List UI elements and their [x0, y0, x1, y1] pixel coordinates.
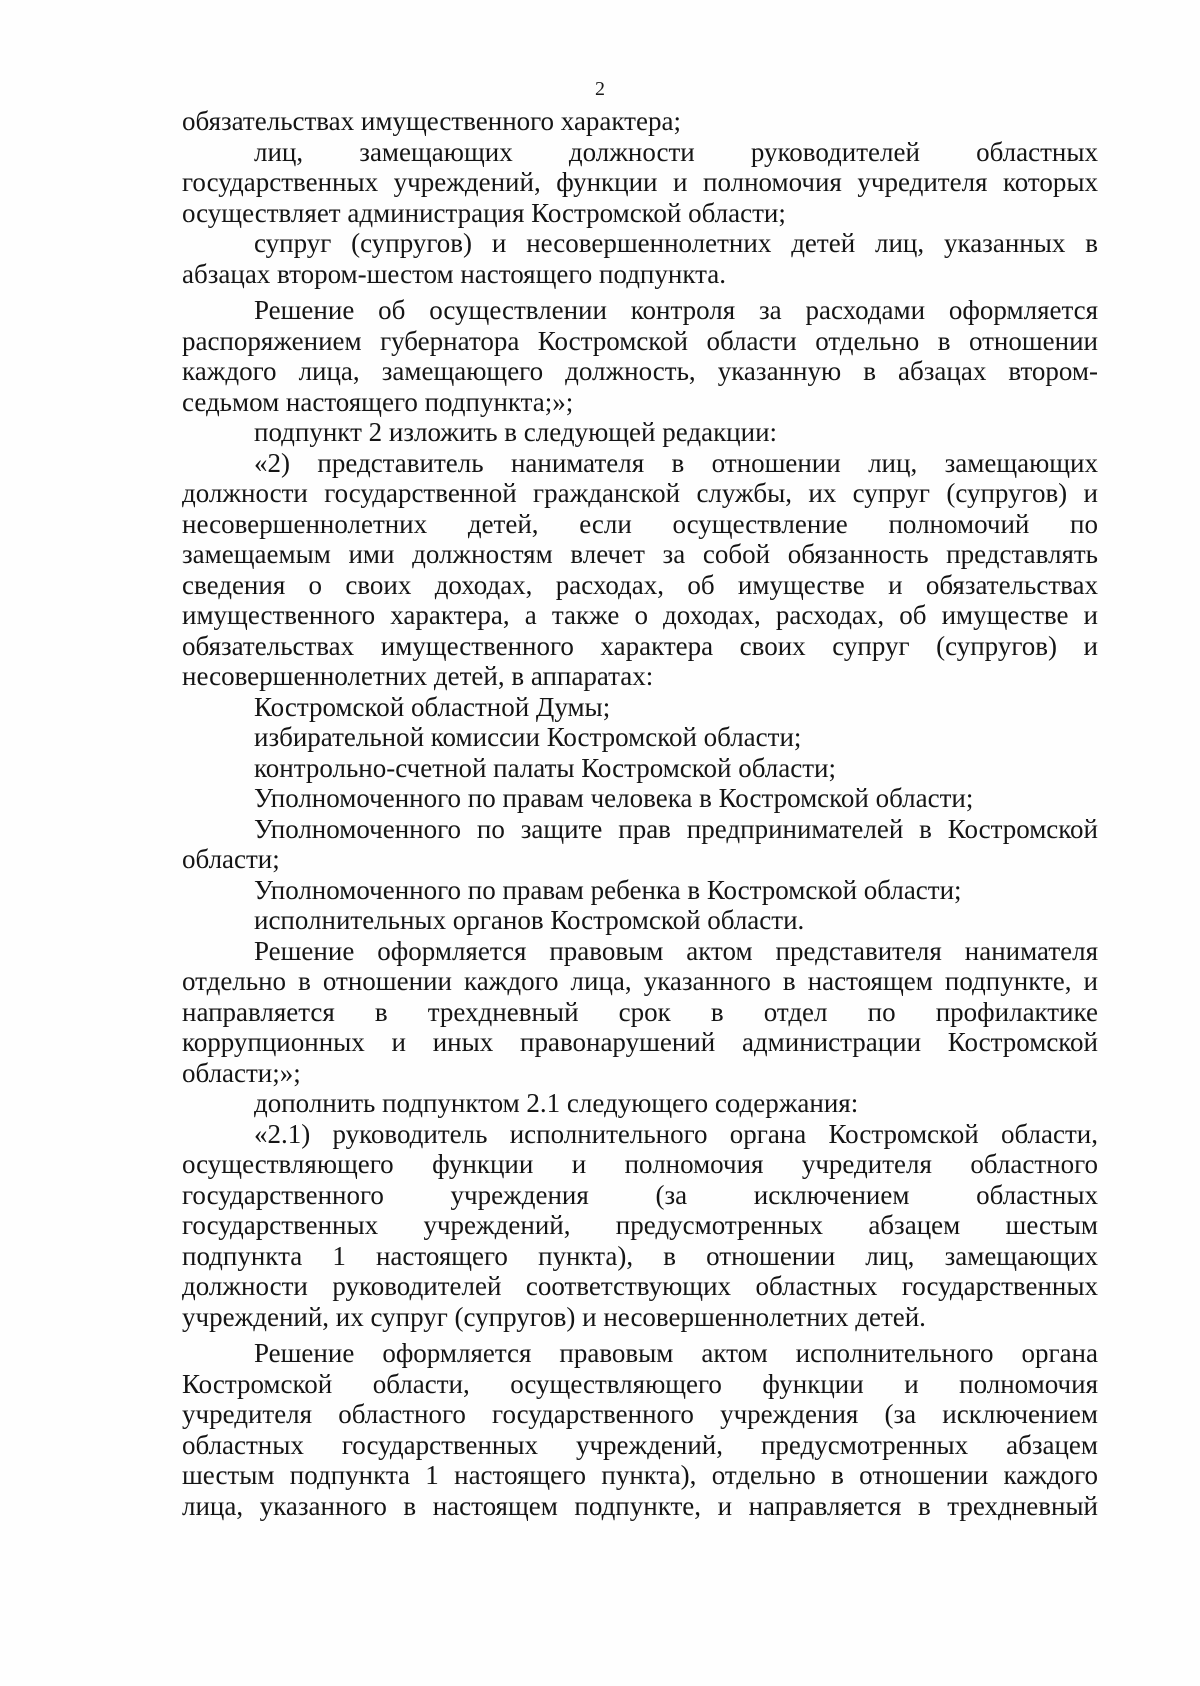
- text-line: контрольно-счетной палаты Костромской области;: [254, 752, 836, 783]
- text-line: должности государственной гражданской службы, их супруг (супругов) и: [182, 478, 1098, 508]
- text-line: замещаемым ими должностям влечет за собой обязанность представлять: [182, 539, 1098, 569]
- text-line: осуществляет администрация Костромской области;: [182, 197, 786, 228]
- text-line: Решение оформляется правовым актом исполнительного органа: [254, 1338, 1098, 1368]
- text-line: дополнить подпунктом 2.1 следующего содержания:: [254, 1088, 859, 1118]
- text-line: шестым подпункта 1 настоящего пункта), отдельно в отношении каждого: [182, 1460, 1098, 1490]
- text-line: отдельно в отношении каждого лица, указанного в настоящем подпункте, и: [182, 966, 1098, 996]
- text-line: области;»;: [182, 1057, 301, 1088]
- text-line: распоряжением губернатора Костромской области отдельно в отношении: [182, 325, 1098, 356]
- text-line: коррупционных и иных правонарушений администрации Костромской: [182, 1027, 1098, 1057]
- text-line: сведения о своих доходах, расходах, об имуществе и обязательствах: [182, 569, 1098, 600]
- text-line: государственных учреждений, функции и полномочия учредителя которых: [182, 167, 1098, 197]
- text-line: обязательствах имущественного характера своих супруг (супругов) и: [182, 630, 1098, 661]
- text-line: направляется в трехдневный срок в отдел по профилактике: [182, 996, 1098, 1027]
- text-line: должности руководителей соответствующих областных государственных: [182, 1271, 1098, 1301]
- text-line: «2) представитель нанимателя в отношении лиц, замещающих: [254, 447, 1098, 478]
- text-line: каждого лица, замещающего должность, указанную в абзацах втором-: [182, 356, 1098, 386]
- page-number: 2: [595, 78, 605, 100]
- text-line: несовершеннолетних детей, если осуществление полномочий по: [182, 508, 1098, 539]
- document-body: [182, 106, 1098, 1521]
- text-line: обязательствах имущественного характера;: [182, 106, 681, 136]
- text-line: учредителя областного государственного учреждения (за исключением: [182, 1399, 1098, 1429]
- text-line: лиц, замещающих должности руководителей областных: [254, 136, 1098, 167]
- text-line: осуществляющего функции и полномочия учредителя областного: [182, 1149, 1098, 1179]
- text-line: несовершеннолетних детей, в аппаратах:: [182, 661, 654, 691]
- text-line: подпункта 1 настоящего пункта), в отношении лиц, замещающих: [182, 1240, 1098, 1271]
- text-line: Уполномоченного по правам ребенка в Костромской области;: [254, 874, 962, 905]
- text-line: области;: [182, 844, 280, 874]
- text-line: «2.1) руководитель исполнительного органа Костромской области,: [254, 1118, 1098, 1149]
- text-line: подпункт 2 изложить в следующей редакции:: [254, 417, 778, 447]
- text-line: государственного учреждения (за исключением областных: [182, 1179, 1098, 1210]
- text-line: избирательной комиссии Костромской области;: [254, 722, 802, 752]
- text-line: Решение об осуществлении контроля за расходами оформляется: [254, 295, 1098, 325]
- text-line: государственных учреждений, предусмотренных абзацем шестым: [182, 1210, 1098, 1240]
- text-line: Уполномоченного по защите прав предпринимателей в Костромской: [254, 813, 1098, 844]
- text-line: седьмом настоящего подпункта;»;: [182, 386, 574, 417]
- text-line: учреждений, их супруг (супругов) и несовершеннолетних детей.: [182, 1301, 926, 1332]
- text-line: Костромской областной Думы;: [254, 691, 611, 722]
- text-line: областных государственных учреждений, предусмотренных абзацем: [182, 1429, 1098, 1460]
- text-line: исполнительных органов Костромской области.: [254, 905, 805, 935]
- text-line: Уполномоченного по правам человека в Костромской области;: [254, 783, 974, 813]
- text-line: абзацах втором-шестом настоящего подпункта.: [182, 258, 726, 289]
- text-line: имущественного характера, а также о доходах, расходах, об имуществе и: [182, 600, 1098, 630]
- text-line: супруг (супругов) и несовершеннолетних детей лиц, указанных в: [254, 228, 1098, 258]
- text-line: лица, указанного в настоящем подпункте, и направляется в трехдневный: [182, 1490, 1098, 1521]
- text-line: Костромской области, осуществляющего функции и полномочия: [182, 1368, 1098, 1399]
- text-line: Решение оформляется правовым актом представителя нанимателя: [254, 935, 1098, 966]
